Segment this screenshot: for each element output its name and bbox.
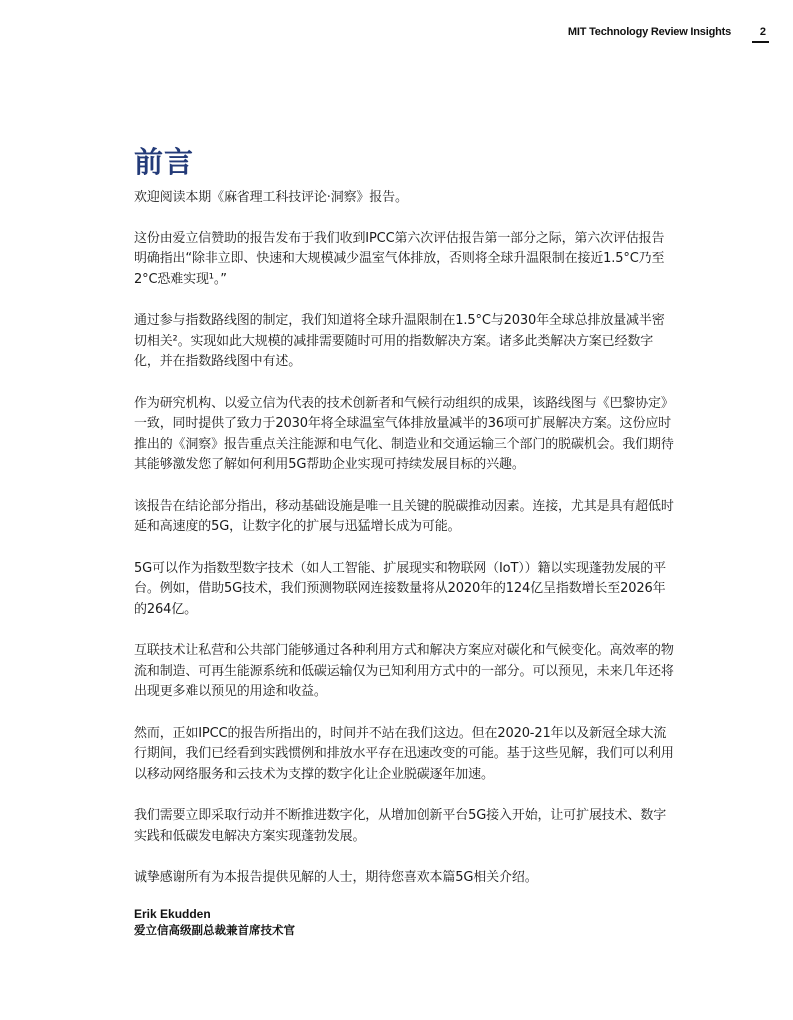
paragraph-roadmap-solutions: 作为研究机构、以爱立信为代表的技术创新者和气候行动组织的成果，该路线图与《巴黎协定》一致，同时提供了致力于2030年将全球温室气体排放量减半的36项可扩展解决方案。这份应时推出的《洞察》报告重点关注能源和电气化、制造业和交通运输三个部门的脱碳机会。我们期待其能够激发您了解如何利用5G帮助企业实现可持续发展目标的兴趣。: [134, 395, 674, 472]
paragraph-exponential-roadmap: 通过参与指数路线图的制定，我们知道将全球升温限制在1.5°C与2030年全球总排放量减半密切相关²。实现如此大规模的减排需要随时可用的指数解决方案。诸多此类解决方案已经数字化，并在指数路线图中有述。: [134, 313, 665, 369]
paragraph-call-to-action: 我们需要立即采取行动并不断推进数字化，从增加创新平台5G接入开始，让可扩展技术、数字实践和低碳发电解决方案实现蓬勃发展。: [134, 808, 667, 844]
paragraph-connected-tech: 互联技术让私营和公共部门能够通过各种利用方式和解决方案应对碳化和气候变化。高效率的物流和制造、可再生能源系统和低碳运输仅为已知利用方式中的一部分。可以预见，未来几年还将出现更多难以预见的用途和收益。: [134, 643, 674, 699]
page-title: 前言: [134, 145, 195, 179]
paragraph-5g-platform: 5G可以作为指数型数字技术（如人工智能、扩展现实和物联网（IoT））籍以实现蓬勃发展的平台。例如，借助5G技术，我们预测物联网连接数量将从2020年的124亿呈指数增长至2026年的264亿。: [134, 560, 666, 617]
signature-name: Erik Ekudden: [134, 906, 211, 921]
paragraph-time-pressure: 然而，正如IPCC的报告所指出的，时间并不站在我们这边。但在2020-21年以及新冠全球大流行期间，我们已经看到实践惯例和排放水平存在迅速改变的可能。基于这些见解，我们可以利用以移动网络服务和云技术为支撑的数字化让企业脱碳逐年加速。: [134, 725, 674, 782]
paragraph-ipcc-report: 这份由爱立信赞助的报告发布于我们收到IPCC第六次评估报告第一部分之际，第六次评估报告明确指出“除非立即、快速和大规模减少温室气体排放，否则将全球升温限制在接近1.5°C乃至2°C恐难实现¹。”: [134, 230, 665, 287]
paragraph-thanks: 诚挚感谢所有为本报告提供见解的人士，期待您喜欢本篇5G相关介绍。: [134, 870, 538, 885]
publication-brand: MIT Technology Review Insights: [567, 26, 731, 38]
paragraph-mobile-infrastructure: 该报告在结论部分指出，移动基础设施是唯一且关键的脱碳推动因素。连接，尤其是具有超低时延和高速度的5G，让数字化的扩展与迅猛增长成为可能。: [134, 498, 674, 534]
page-number: 2: [759, 26, 766, 38]
page-header: [0, 24, 793, 48]
page-number-underline: [752, 41, 769, 43]
paragraph-welcome: 欢迎阅读本期《麻省理工科技评论·洞察》报告。: [134, 190, 408, 205]
foreword-body: [134, 142, 674, 938]
signature-title: 爱立信高级副总裁兼首席技术官: [134, 922, 295, 937]
